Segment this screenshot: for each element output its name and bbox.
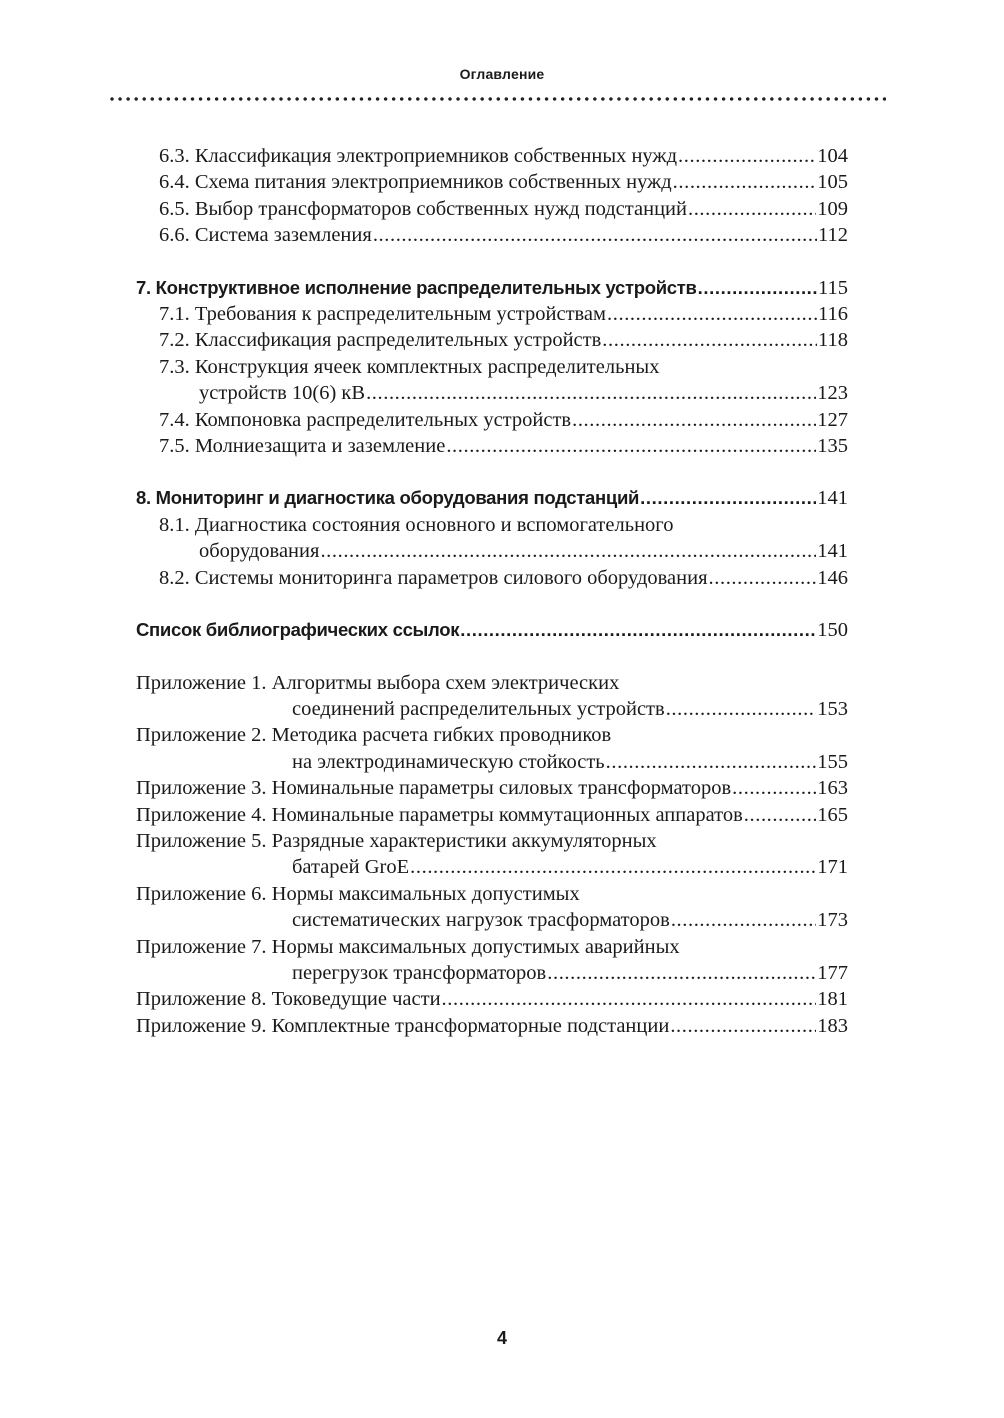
toc-entry-continuation: на электродинамическую стойкость xyxy=(292,750,605,773)
toc-chapter-7[interactable] xyxy=(136,275,848,301)
toc-entry-continuation: устройств 10(6) кВ xyxy=(199,382,366,405)
toc-appendix-1-continued[interactable] xyxy=(136,696,848,722)
dot-leader xyxy=(640,485,816,511)
toc-entry-label: Приложение 6. Нормы максимальных допустимых xyxy=(136,882,580,905)
toc-entry-continuation: батарей GroE xyxy=(292,856,410,879)
toc-chapter-label: Список библиографических ссылок xyxy=(136,619,460,641)
dot-leader xyxy=(671,907,816,933)
toc-entry-label: Приложение 3. Номинальные параметры силовых трансформаторов xyxy=(136,777,732,800)
dot-leader xyxy=(366,380,816,406)
toc-appendix-2[interactable] xyxy=(136,722,848,748)
toc-entry-label: 7.4. Компоновка распределительных устройств xyxy=(159,408,572,431)
toc-page-number: 155 xyxy=(817,750,848,773)
toc-page-number: 150 xyxy=(817,619,848,642)
toc-page-number: 153 xyxy=(817,697,848,720)
toc-entry-continuation: соединений распределительных устройств xyxy=(292,697,665,720)
page-number: 4 xyxy=(496,1328,507,1348)
toc-appendix-3[interactable] xyxy=(136,775,848,801)
toc-entry-7-3-continued[interactable] xyxy=(136,380,848,406)
toc-entry-continuation: перегрузок трансформаторов xyxy=(292,961,547,984)
dot-leader xyxy=(709,565,817,591)
toc-entry-label: 7.1. Требования к распределительным устройствам xyxy=(159,303,607,326)
toc-page-number: 163 xyxy=(817,777,848,800)
toc-entry-6-3[interactable] xyxy=(136,143,848,169)
toc-page-number: 177 xyxy=(817,961,848,984)
toc-entry-8-2[interactable] xyxy=(136,565,848,591)
dot-leader xyxy=(673,169,817,195)
toc-page-number: 165 xyxy=(817,803,848,826)
toc-page-number: 115 xyxy=(818,276,848,299)
toc-entry-8-1-continued[interactable] xyxy=(136,538,848,564)
toc-appendix-1[interactable] xyxy=(136,670,848,696)
toc-entry-label: 6.5. Выбор трансформаторов собственных нужд подстанций xyxy=(159,197,687,220)
toc-bibliography[interactable] xyxy=(136,617,848,643)
toc-appendix-5[interactable] xyxy=(136,828,848,854)
toc-appendix-7-continued[interactable] xyxy=(136,960,848,986)
toc-entry-label: 6.3. Классификация электроприемников собственных нужд xyxy=(159,145,678,167)
toc-entry-label: 6.6. Система заземления xyxy=(159,224,372,247)
toc-entry-7-4[interactable] xyxy=(136,407,848,433)
toc-entry-6-4[interactable] xyxy=(136,169,848,195)
toc-entry-label: Приложение 1. Алгоритмы выбора схем электрических xyxy=(136,671,620,694)
toc-entry-label: Приложение 2. Методика расчета гибких проводников xyxy=(136,724,612,747)
toc-page-number: 135 xyxy=(817,435,848,458)
dot-leader xyxy=(373,222,817,248)
toc-page-number: 104 xyxy=(817,145,848,167)
toc-entry-7-5[interactable] xyxy=(136,433,848,459)
dot-leader xyxy=(666,696,817,722)
toc-entry-label: Приложение 7. Нормы максимальных допустимых аварийных xyxy=(136,935,680,958)
toc-page-number: 109 xyxy=(817,197,848,220)
toc-entry-continuation: оборудования xyxy=(199,540,320,563)
toc-page-number: 118 xyxy=(818,329,848,352)
toc-page-number: 112 xyxy=(818,224,848,247)
toc-appendix-2-continued[interactable] xyxy=(136,749,848,775)
toc-entry-7-2[interactable] xyxy=(136,327,848,353)
toc-page-number: 105 xyxy=(817,171,848,194)
dot-leader xyxy=(698,275,817,301)
dot-leader xyxy=(606,749,817,775)
toc-page-number: 141 xyxy=(817,487,848,510)
dot-leader xyxy=(446,433,816,459)
toc-page-number: 141 xyxy=(817,540,848,563)
toc-appendix-8[interactable] xyxy=(136,986,848,1012)
toc-appendix-7[interactable] xyxy=(136,934,848,960)
toc-entry-7-3[interactable] xyxy=(136,354,848,380)
toc-appendix-6-continued[interactable] xyxy=(136,907,848,933)
toc-entry-label: 7.3. Конструкция ячеек комплектных распределительных xyxy=(159,355,660,378)
toc-chapter-label: 8. Мониторинг и диагностика оборудования подстанций xyxy=(136,487,640,509)
dot-leader xyxy=(572,407,816,433)
dot-leader xyxy=(547,960,816,986)
toc-appendix-6[interactable] xyxy=(136,881,848,907)
toc-entry-6-5[interactable] xyxy=(136,196,848,222)
toc-page-number: 146 xyxy=(817,566,848,589)
toc-entry-label: Приложение 5. Разрядные характеристики аккумуляторных xyxy=(136,829,657,852)
toc-appendix-5-continued[interactable] xyxy=(136,854,848,880)
toc-entry-continuation: систематических нагрузок трасформаторов xyxy=(292,909,670,932)
toc-page-number: 116 xyxy=(818,303,848,326)
dot-leader xyxy=(670,1013,816,1039)
toc-entry-label: Приложение 8. Токоведущие части xyxy=(136,988,441,1011)
toc-entry-label: 7.2. Классификация распределительных устройств xyxy=(159,329,602,352)
toc-entry-label: 8.2. Системы мониторинга параметров силового оборудования xyxy=(159,566,708,589)
dot-leader xyxy=(732,775,816,801)
toc-entry-8-1[interactable] xyxy=(136,512,848,538)
toc-entry-label: 6.4. Схема питания электроприемников собственных нужд xyxy=(159,171,672,194)
toc-entry-label: Приложение 4. Номинальные параметры коммутационных аппаратов xyxy=(136,803,743,826)
toc-chapter-8[interactable] xyxy=(136,485,848,511)
dot-leader xyxy=(744,802,816,828)
dot-leader xyxy=(688,196,816,222)
table-of-contents xyxy=(136,143,848,1039)
dot-leader xyxy=(607,301,817,327)
toc-appendix-4[interactable] xyxy=(136,802,848,828)
toc-entry-label: Приложение 9. Комплектные трансформаторные подстанции xyxy=(136,1014,670,1037)
toc-entry-label: 7.5. Молниезащита и заземление xyxy=(159,435,446,458)
running-head: Оглавление xyxy=(459,66,545,82)
toc-chapter-label: 7. Конструктивное исполнение распределительных устройств xyxy=(136,276,697,298)
toc-page-number: 183 xyxy=(817,1014,848,1037)
dotted-rule xyxy=(108,96,886,102)
toc-entry-7-1[interactable] xyxy=(136,301,848,327)
toc-entry-label: 8.1. Диагностика состояния основного и вспомогательного xyxy=(159,513,674,536)
dot-leader xyxy=(410,854,816,880)
toc-page-number: 123 xyxy=(817,382,848,405)
toc-page-number: 181 xyxy=(817,988,848,1011)
toc-page-number: 171 xyxy=(817,856,848,879)
dot-leader xyxy=(460,617,816,643)
dot-leader xyxy=(678,143,816,169)
dot-leader xyxy=(320,538,816,564)
toc-page-number: 127 xyxy=(817,408,848,431)
dot-leader xyxy=(442,986,817,1012)
toc-page-number: 173 xyxy=(817,909,848,932)
toc-appendix-9[interactable] xyxy=(136,1013,848,1039)
dot-leader xyxy=(602,327,817,353)
toc-entry-6-6[interactable] xyxy=(136,222,848,248)
